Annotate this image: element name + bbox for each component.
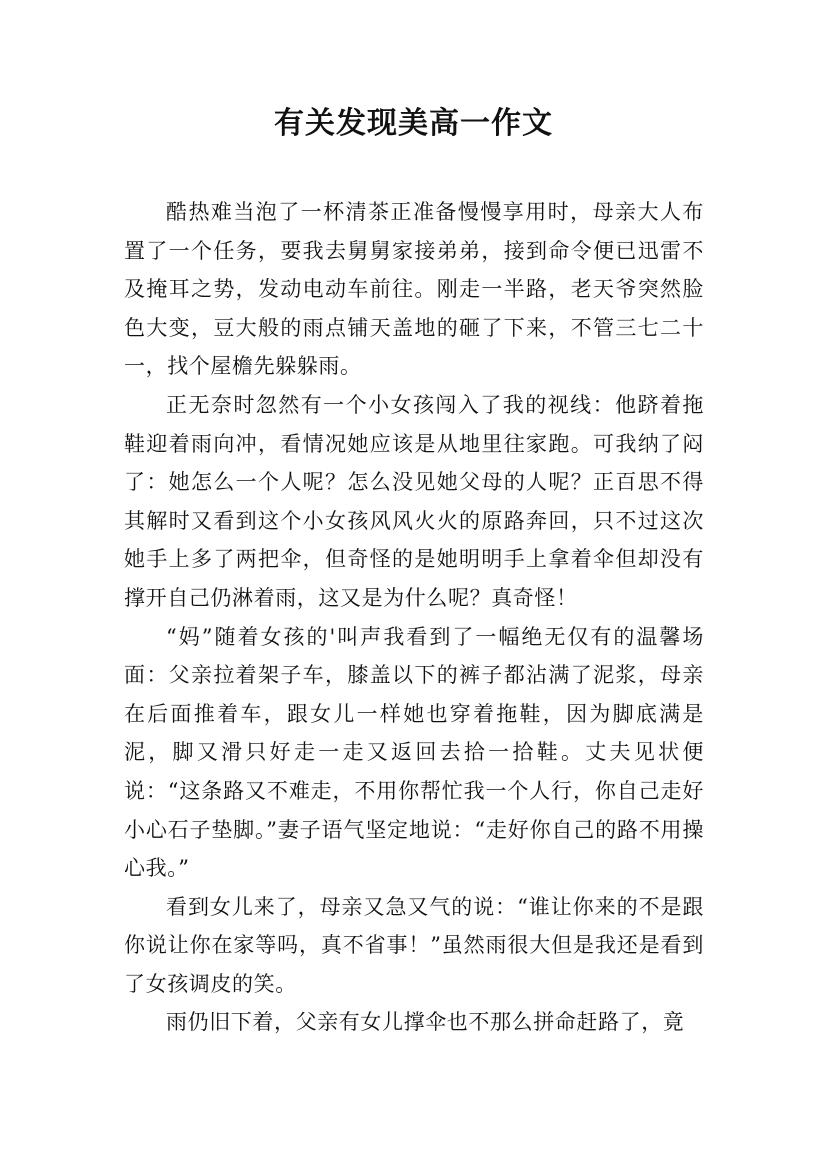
paragraph-3: “妈”随着女孩的'叫声我看到了一幅绝无仅有的温馨场面：父亲拉着架子车，膝盖以下的裤子都沾满了泥浆，母亲在后面推着车，跟女儿一样她也穿着拖鞋，因为脚底满是泥，脚又滑只好走一走又返回去拾一拾鞋。丈夫见状便说：“这条路又不难走，不用你帮忙我一个人行，你自己走好小心石子垫脚。”妻子语气坚定地说：“走好你自己的路不用操心我。” xyxy=(124,624,704,881)
paragraph-2: 正无奈时忽然有一个小女孩闯入了我的视线：他跻着拖鞋迎着雨向冲，看情况她应该是从地里往家跑。可我纳了闷了：她怎么一个人呢？怎么没见她父母的人呢？正百思不得其解时又看到这个小女孩风风火火的原路奔回，只不过这次她手上多了两把伞，但奇怪的是她明明手上拿着伞但却没有撑开自己仍淋着雨，这又是为什么呢？真奇怪！ xyxy=(124,392,704,610)
document-body xyxy=(124,193,704,1042)
paragraph-4: 看到女儿来了，母亲又急又气的说：“谁让你来的不是跟你说让你在家等吗，真不省事！”虽然雨很大但是我还是看到了女孩调皮的笑。 xyxy=(124,894,704,996)
paragraph-5: 雨仍旧下着，父亲有女儿撑伞也不那么拼命赶路了，竟 xyxy=(166,1010,685,1035)
paragraph-1: 酷热难当泡了一杯清茶正准备慢慢享用时，母亲大人布置了一个任务，要我去舅舅家接弟弟，接到命令便已迅雷不及掩耳之势，发动电动车前往。刚走一半路，老天爷突然脸色大变，豆大般的雨点铺天盖地的砸了下来，不管三七二十一，找个屋檐先躲躲雨。 xyxy=(124,200,704,379)
document-title: 有关发现美高一作文 xyxy=(274,106,553,141)
